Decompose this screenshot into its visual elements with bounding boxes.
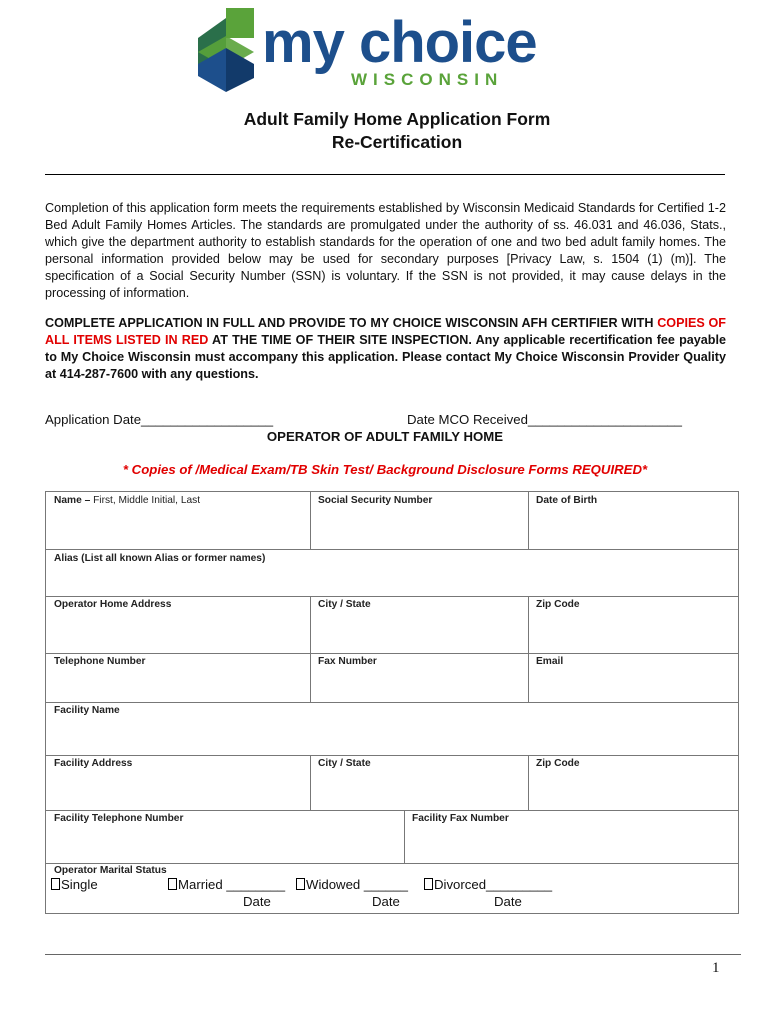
single-option[interactable]	[51, 877, 98, 892]
facility-zip-field[interactable]: Zip Code	[536, 758, 580, 769]
logo-icon	[196, 8, 254, 92]
facility-address-field[interactable]: Facility Address	[54, 758, 133, 769]
facility-phone-field[interactable]: Facility Telephone Number	[54, 813, 184, 824]
col-divider	[528, 492, 529, 549]
divorced-option[interactable]	[424, 877, 552, 892]
married-label: Married ________	[178, 877, 286, 892]
logo-name: my choice	[262, 10, 537, 75]
divider	[45, 174, 725, 175]
widowed-date-label: Date	[372, 894, 400, 909]
col-divider	[404, 810, 405, 863]
intro-paragraph: Completion of this application form meets the requirements established by Wisconsin Medicaid Standards for Certified 1-2 Bed Adult Family Homes Articles. The standards are promulgated under the authority of ss. 46.031 and 46.036, Stats., which give the department authority to establish standards for the operation of one and two bed adult family homes. The personal information provided below may be used for secondary purposes [Privacy Law, s. 1504 (1) (m)]. The specification of a Social Security Number (SSN) is voluntary. If the SSN is not provided, it may cause delays in the processing of information.	[45, 201, 726, 300]
col-divider	[310, 492, 311, 549]
divorced-date-label: Date	[494, 894, 522, 909]
instructions-red: COPIES OF ALL ITEMS LISTED IN RED	[45, 316, 726, 347]
col-divider	[528, 755, 529, 810]
footer-divider	[45, 954, 741, 955]
marital-status-label: Operator Marital Status	[54, 865, 167, 876]
divorced-label: Divorced_________	[434, 877, 553, 892]
married-checkbox[interactable]	[168, 878, 177, 890]
row-divider	[46, 653, 738, 654]
instructions-part1: COMPLETE APPLICATION IN FULL AND PROVIDE TO MY CHOICE WISCONSIN AFH CERTIFIER WITH	[45, 316, 658, 330]
telephone-field[interactable]: Telephone Number	[54, 656, 146, 667]
operator-form-table	[45, 491, 739, 914]
row-divider	[46, 549, 738, 550]
instructions-part2: AT THE TIME OF THEIR SITE INSPECTION. Any applicable recertification fee payable to My Choice Wisconsin must accompany this application. Please contact My Choice Wisconsin Provider Quality at 414-287-7600 with any questions.	[45, 332, 726, 381]
widowed-option[interactable]	[296, 877, 408, 892]
facility-city-state-field[interactable]: City / State	[318, 758, 371, 769]
row-divider	[46, 702, 738, 703]
widowed-checkbox[interactable]	[296, 878, 305, 890]
page-number: 1	[712, 960, 720, 976]
row-divider	[46, 863, 738, 864]
form-title: Adult Family Home Application Form	[243, 109, 551, 129]
col-divider	[310, 596, 311, 702]
widowed-label: Widowed ______	[306, 877, 408, 892]
facility-name-field[interactable]: Facility Name	[54, 705, 120, 716]
mco-received-date-field[interactable]: Date MCO Received_____________________	[407, 412, 682, 427]
zip-field[interactable]: Zip Code	[536, 599, 580, 610]
name-field[interactable]	[54, 495, 200, 506]
single-label: Single	[61, 877, 98, 892]
section-heading: OPERATOR OF ADULT FAMILY HOME	[266, 429, 504, 444]
application-date-field[interactable]: Application Date__________________	[45, 412, 274, 427]
required-note: * Copies of /Medical Exam/TB Skin Test/ Background Disclosure Forms REQUIRED*	[122, 462, 648, 477]
fax-field[interactable]: Fax Number	[318, 656, 377, 667]
row-divider	[46, 755, 738, 756]
form-subtitle: Re-Certification	[331, 132, 463, 152]
email-field[interactable]: Email	[536, 656, 564, 667]
married-option[interactable]	[168, 877, 285, 892]
divorced-checkbox[interactable]	[424, 878, 433, 890]
facility-fax-field[interactable]: Facility Fax Number	[412, 813, 509, 824]
logo-subtitle: WISCONSIN	[351, 70, 504, 89]
name-hint: First, Middle Initial, Last	[93, 495, 201, 506]
married-date-label: Date	[243, 894, 271, 909]
ssn-field[interactable]: Social Security Number	[318, 495, 433, 506]
col-divider	[310, 755, 311, 810]
instructions-paragraph	[45, 315, 726, 383]
dob-field[interactable]: Date of Birth	[536, 495, 598, 506]
row-divider	[46, 596, 738, 597]
row-divider	[46, 810, 738, 811]
alias-field[interactable]: Alias (List all known Alias or former names)	[54, 553, 266, 564]
single-checkbox[interactable]	[51, 878, 60, 890]
city-state-field[interactable]: City / State	[318, 599, 371, 610]
col-divider	[528, 596, 529, 702]
home-address-field[interactable]: Operator Home Address	[54, 599, 172, 610]
name-label: Name –	[54, 495, 94, 506]
